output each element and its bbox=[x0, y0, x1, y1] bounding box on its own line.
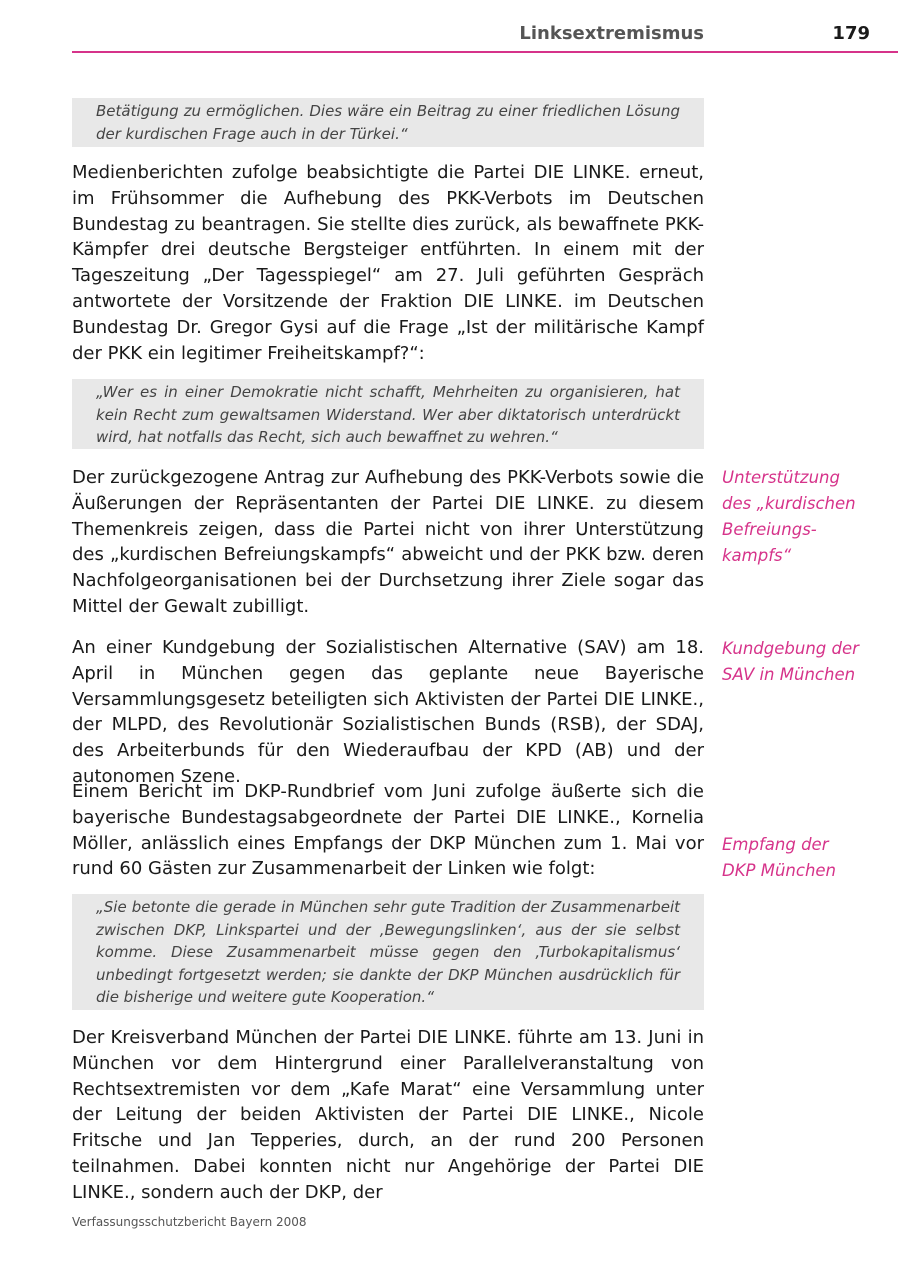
margin-note-line: des „kurdischen bbox=[722, 494, 856, 513]
body-paragraph: Der Kreisverband München der Partei DIE LINKE. führte am 13. Juni in München vor dem Hintergrund einer Parallelveranstaltung von Rechtsextremisten vor dem „Kafe Marat“ eine Versammlung unter der Leitung der beiden Aktivisten der Partei DIE LINKE., Nicole Fritsche und Jan Tepperies, durch, an der rund 200 Personen teilnahmen. Dabei konnten nicht nur Angehörige der Partei DIE LINKE., sondern auch der DKP, der bbox=[72, 1027, 704, 1203]
body-paragraph: Der zurückgezogene Antrag zur Aufhebung des PKK-Verbots sowie die Äußerungen der Repräsentanten der Partei DIE LINKE. zu diesem Themenkreis zeigen, dass die Partei nicht von ihrer Unterstützung des „kurdischen Befreiungskampfs“ abweicht und der PKK bzw. deren Nachfolgeorganisationen bei der Durchsetzung ihrer Ziele sogar das Mittel der Gewalt zubilligt. bbox=[72, 467, 704, 617]
margin-note-line: SAV in München bbox=[722, 665, 856, 684]
quote-block bbox=[72, 98, 704, 147]
body-paragraph: Einem Bericht im DKP-Rundbrief vom Juni zufolge äußerte sich die bayerische Bundestagsabgeordnete der Partei DIE LINKE., Kornelia Möller, anlässlich eines Empfangs der DKP München zum 1. Mai vor rund 60 Gästen zur Zusammenarbeit der Linken wie folgt: bbox=[72, 781, 704, 880]
margin-note-line: Befreiungs- bbox=[722, 520, 817, 539]
page-number: 179 bbox=[832, 23, 870, 44]
quote-block bbox=[72, 379, 704, 449]
margin-note-line: Empfang der bbox=[722, 835, 829, 854]
section-title: Linksextremismus bbox=[519, 23, 704, 44]
body-paragraph: Medienberichten zufolge beabsichtigte die Partei DIE LINKE. erneut, im Frühsommer die Aufhebung des PKK-Verbots im Deutschen Bundestag zu beantragen. Sie stellte dies zurück, als bewaffnete PKK-Kämpfer drei deutsche Bergsteiger entführten. In einem mit der Tageszeitung „Der Tagesspiegel“ am 27. Juli geführten Gespräch antwortete der Vorsitzende der Fraktion DIE LINKE. im Deutschen Bundestag Dr. Gregor Gysi auf die Frage „Ist der militärische Kampf der PKK ein legitimer Freiheitskampf?“: bbox=[72, 162, 704, 364]
margin-note bbox=[722, 465, 892, 569]
margin-note-line: Kundgebung der bbox=[722, 639, 859, 658]
margin-note-line: Unterstützung bbox=[722, 468, 840, 487]
quote-text: „Sie betonte die gerade in München sehr gute Tradition der Zusammenarbeit zwischen DKP, Linkspartei und der ‚Bewegungslinken‘, aus der sie selbst komme. Diese Zusammenarbeit müsse gegen den ‚Turbokapitalismus‘ unbedingt fortgesetzt werden; sie dankte der DKP München ausdrücklich für die bisherige und weitere gute Kooperation.“ bbox=[96, 898, 680, 1006]
page-footer: Verfassungsschutzbericht Bayern 2008 bbox=[72, 1215, 307, 1229]
quote-text: „Wer es in einer Demokratie nicht schafft, Mehrheiten zu organisieren, hat kein Recht zum gewaltsamen Widerstand. Wer aber diktatorisch unterdrückt wird, hat notfalls das Recht, sich auch bewaffnet zu wehren.“ bbox=[96, 383, 680, 446]
margin-note bbox=[722, 832, 892, 884]
body-paragraph: An einer Kundgebung der Sozialistischen Alternative (SAV) am 18. April in München gegen das geplante neue Bayerische Versammlungsgesetz beteiligten sich Aktivisten der Partei DIE LINKE., der MLPD, des Revolutionär Sozialistischen Bunds (RSB), der SDAJ, des Arbeiterbunds für den Wiederaufbau der KPD (AB) und der autonomen Szene. bbox=[72, 637, 704, 787]
margin-note bbox=[722, 636, 892, 688]
margin-note-line: DKP München bbox=[722, 861, 837, 880]
quote-block bbox=[72, 894, 704, 1010]
header-rule bbox=[72, 51, 898, 53]
margin-note-line: kampfs“ bbox=[722, 546, 792, 565]
quote-text: Betätigung zu ermöglichen. Dies wäre ein Beitrag zu einer friedlichen Lösung der kurdischen Frage auch in der Türkei.“ bbox=[96, 102, 680, 143]
page-header bbox=[72, 22, 898, 52]
